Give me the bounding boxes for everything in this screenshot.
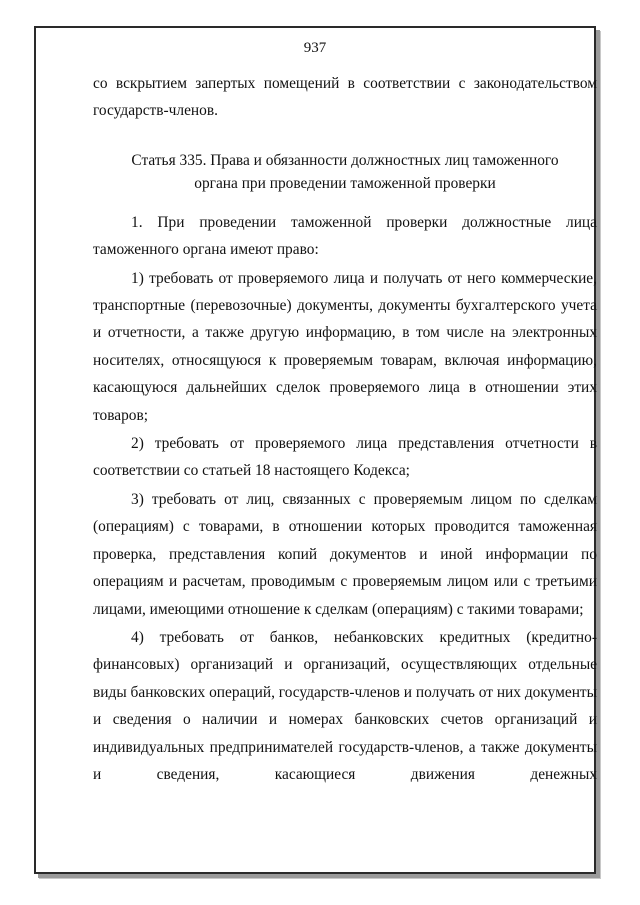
page-number: 937	[303, 40, 327, 56]
document-body	[93, 70, 597, 788]
document-page	[34, 26, 596, 874]
article-heading	[93, 149, 597, 195]
article-heading-line-1: Статья 335. Права и обязанности должностных лиц таможенного	[131, 151, 559, 169]
paragraph-1: 1. При проведении таможенной проверки должностные лица таможенного органа имеют право:	[93, 213, 597, 259]
paragraph-item-1: 1) требовать от проверяемого лица и получать от него коммерческие, транспортные (перевозочные) документы, документы бухгалтерского учета и отчетности, а также другую информацию, в том числе на электронных носителях, относящуюся к проверяемым товарам, включая информацию, касающуюся дальнейших сделок проверяемого лица в отношении этих товаров;	[93, 269, 597, 424]
continuation-paragraph: со вскрытием запертых помещений в соответствии с законодательством государств-членов.	[93, 75, 597, 120]
article-heading-line-2: органа при проведении таможенной проверки	[194, 174, 496, 192]
paragraph-item-4: 4) требовать от банков, небанковских кредитных (кредитно-финансовых) организаций и организаций, осуществляющих отдельные виды банковских операций, государств-членов и получать от них документы и сведения о наличии и номерах банковских счетов организаций и индивидуальных предпринимателей государств-членов, а также документы и сведения, касающиеся движения денежных	[93, 628, 597, 783]
paragraph-item-2: 2) требовать от проверяемого лица представления отчетности в соответствии со статьей 18 настоящего Кодекса;	[93, 435, 597, 480]
paragraph-item-3: 3) требовать от лиц, связанных с проверяемым лицом по сделкам (операциям) с товарами, в отношении которых проводится таможенная проверка, представления копий документов и иной информации по операциям и расчетам, проводимым с проверяемым лицом или с третьими лицами, имеющими отношение к сделкам (операциям) с такими товарами;	[93, 490, 597, 618]
